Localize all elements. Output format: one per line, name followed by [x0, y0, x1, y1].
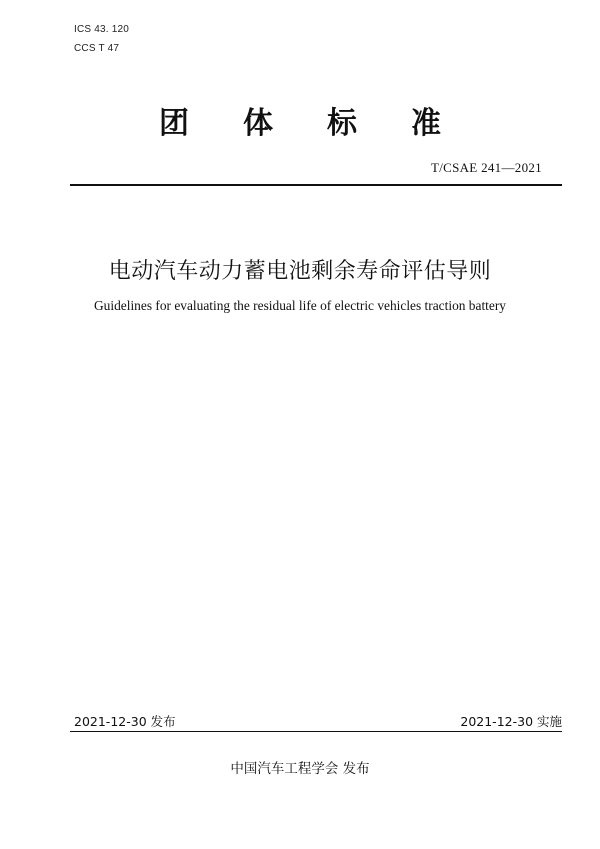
- ccs-code: CCS T 47: [74, 43, 120, 54]
- top-divider: [70, 184, 562, 186]
- standard-number: T/CSAE 241—2021: [430, 160, 542, 175]
- ics-code: ICS 43. 120: [74, 24, 130, 35]
- publisher-line: 中国汽车工程学会 发布: [230, 761, 370, 777]
- document-title-chinese: 电动汽车动力蓄电池剩余寿命评估导则: [108, 259, 492, 284]
- publish-date: 2021-12-30 发布: [74, 714, 176, 729]
- implementation-date: 2021-12-30 实施: [460, 714, 562, 729]
- document-title-english: Guidelines for evaluating the residual life of electric vehicles traction battery: [94, 298, 506, 313]
- bottom-divider: [70, 731, 562, 732]
- standard-type-heading: 团体标准: [159, 106, 495, 141]
